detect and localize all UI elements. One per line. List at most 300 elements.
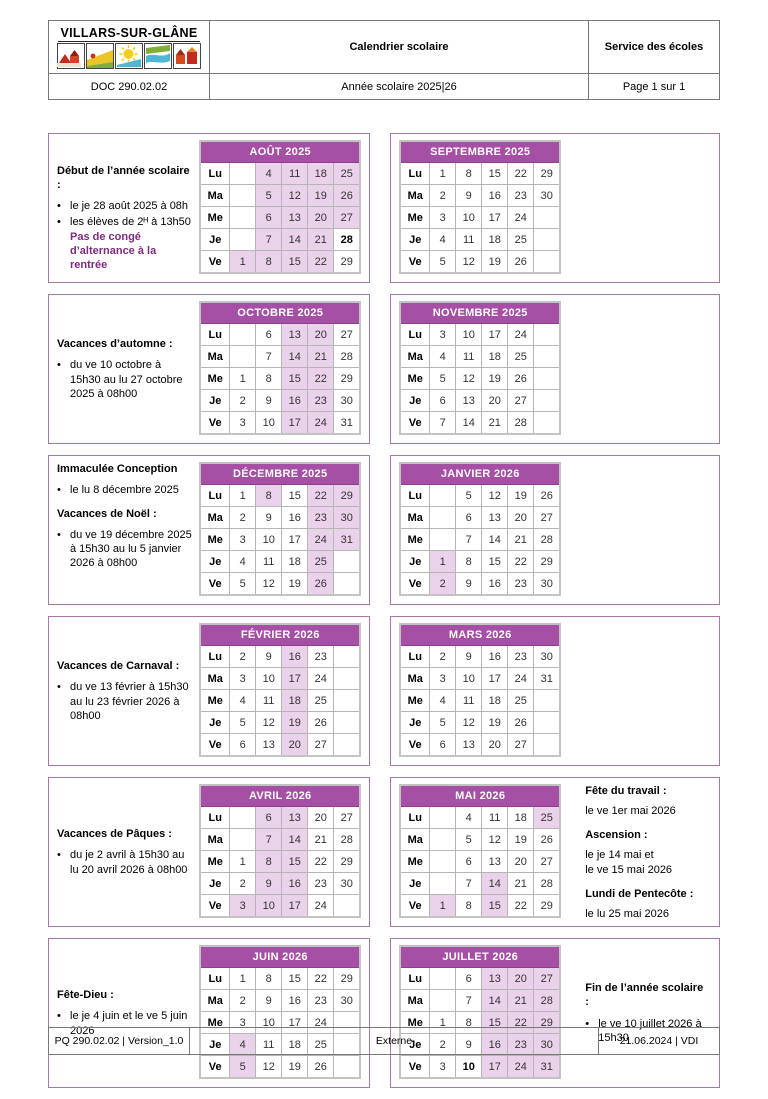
note-warning: Pas de congé d’alternance à la rentrée [70, 231, 157, 272]
month-title: OCTOBRE 2025 [200, 302, 360, 324]
day-cell: 22 [308, 968, 334, 990]
day-cell: 20 [508, 968, 534, 990]
footer-classification: Externe [190, 1028, 599, 1055]
day-label: Ma [200, 507, 230, 529]
month-table [399, 623, 561, 757]
day-cell: 17 [482, 324, 508, 346]
day-cell: 14 [282, 229, 308, 251]
note-text: du je 2 avril à 15h30 au lu 20 avril 2026 à 08h00 [70, 849, 188, 876]
day-cell: 3 [230, 529, 256, 551]
month-title: JUILLET 2026 [400, 946, 560, 968]
day-label: Ma [200, 829, 230, 851]
day-label: Je [200, 229, 230, 251]
day-label: Je [400, 390, 430, 412]
day-cell: 20 [308, 807, 334, 829]
day-cell: 17 [282, 412, 308, 435]
day-cell: 26 [308, 1056, 334, 1079]
empty-cell [430, 968, 456, 990]
notes-mars [585, 623, 711, 759]
day-label: Me [200, 851, 230, 873]
note-text: du ve 19 décembre 2025 à 15h30 au lu 5 janvier 2026 à 08h00 [70, 529, 192, 570]
day-cell: 19 [308, 185, 334, 207]
day-cell: 7 [456, 873, 482, 895]
day-cell: 30 [334, 390, 361, 412]
day-cell: 11 [456, 346, 482, 368]
empty-cell [230, 229, 256, 251]
day-label: Ve [200, 895, 230, 918]
doc-number: DOC 290.02.02 [49, 74, 210, 100]
day-cell: 17 [282, 895, 308, 918]
day-cell: 1 [230, 968, 256, 990]
day-cell: 2 [430, 1034, 456, 1056]
day-cell: 14 [482, 529, 508, 551]
day-cell: 26 [534, 485, 561, 507]
empty-cell [430, 990, 456, 1012]
day-cell: 3 [230, 668, 256, 690]
day-cell: 13 [482, 851, 508, 873]
empty-cell [230, 346, 256, 368]
footer-version: PQ 290.02.02 | Version_1.0 [49, 1028, 190, 1055]
notes-debut-annee [57, 140, 199, 300]
empty-cell [430, 507, 456, 529]
day-cell: 27 [534, 851, 561, 873]
day-cell: 13 [482, 968, 508, 990]
calendar-decembre-2025 [199, 462, 361, 596]
day-cell: 13 [282, 207, 308, 229]
day-cell: 28 [334, 829, 361, 851]
day-cell: 18 [282, 551, 308, 573]
day-cell: 19 [482, 368, 508, 390]
note-heading: Ascension : [585, 829, 648, 842]
day-cell: 17 [282, 668, 308, 690]
day-cell: 21 [308, 346, 334, 368]
empty-cell [430, 529, 456, 551]
day-cell: 10 [256, 1012, 282, 1034]
day-cell: 23 [508, 573, 534, 596]
day-cell: 10 [256, 529, 282, 551]
day-cell: 12 [482, 829, 508, 851]
footer-date: 21.06.2024 | VDI [599, 1028, 720, 1055]
day-cell: 18 [308, 163, 334, 185]
day-cell: 12 [456, 712, 482, 734]
day-label: Me [400, 690, 430, 712]
month-title: SEPTEMBRE 2025 [400, 141, 560, 163]
day-cell: 16 [282, 390, 308, 412]
day-cell: 3 [430, 207, 456, 229]
document-footer [48, 1027, 720, 1055]
day-cell: 30 [534, 646, 561, 668]
empty-cell [534, 712, 561, 734]
block-avril-2026 [48, 777, 370, 927]
day-cell: 19 [282, 1056, 308, 1079]
empty-cell [534, 207, 561, 229]
month-title: FÉVRIER 2026 [200, 624, 360, 646]
day-cell: 17 [482, 1056, 508, 1079]
day-label: Je [200, 551, 230, 573]
day-cell: 25 [534, 807, 561, 829]
day-label: Je [400, 873, 430, 895]
day-cell: 18 [482, 690, 508, 712]
day-cell: 11 [256, 551, 282, 573]
day-cell: 6 [430, 734, 456, 757]
day-label: Ma [400, 668, 430, 690]
day-cell: 20 [282, 734, 308, 757]
month-title: AVRIL 2026 [200, 785, 360, 807]
day-cell: 2 [430, 646, 456, 668]
day-label: Me [200, 529, 230, 551]
day-cell: 5 [430, 712, 456, 734]
day-cell: 23 [308, 990, 334, 1012]
day-cell: 13 [456, 734, 482, 757]
day-cell: 1 [230, 485, 256, 507]
service-label: Service des écoles [589, 21, 720, 74]
day-label: Ve [400, 251, 430, 274]
empty-cell [230, 829, 256, 851]
row-decembre-janvier [48, 455, 720, 605]
day-cell: 17 [282, 529, 308, 551]
logo-text: VILLARS-SUR-GLÂNE [60, 25, 198, 40]
block-juillet-2026 [390, 938, 720, 1088]
day-cell: 29 [334, 485, 361, 507]
day-cell: 22 [308, 368, 334, 390]
day-cell: 5 [456, 485, 482, 507]
day-cell: 26 [308, 712, 334, 734]
day-cell: 25 [508, 229, 534, 251]
day-label: Ma [400, 829, 430, 851]
day-cell: 10 [256, 895, 282, 918]
day-cell: 9 [256, 390, 282, 412]
day-cell: 3 [230, 895, 256, 918]
day-cell: 3 [430, 324, 456, 346]
empty-cell [230, 207, 256, 229]
day-cell: 25 [308, 1034, 334, 1056]
day-cell: 2 [430, 573, 456, 596]
day-cell: 14 [282, 346, 308, 368]
note-line: le je 14 mai et [585, 849, 654, 862]
document-title: Calendrier scolaire [210, 21, 589, 74]
day-label: Ve [400, 412, 430, 435]
day-cell: 28 [534, 529, 561, 551]
note-text: du ve 10 octobre à 15h30 au lu 27 octobre 2025 à 08h00 [70, 359, 183, 400]
day-cell: 4 [256, 163, 282, 185]
day-cell: 23 [508, 1034, 534, 1056]
day-cell: 19 [282, 573, 308, 596]
day-cell: 10 [456, 324, 482, 346]
bullet-icon: • [57, 1010, 61, 1023]
day-label: Lu [400, 807, 430, 829]
empty-cell [534, 734, 561, 757]
day-cell: 16 [282, 873, 308, 895]
day-cell: 24 [508, 324, 534, 346]
day-cell: 20 [308, 324, 334, 346]
calendar-novembre-2025 [399, 301, 573, 435]
day-label: Me [400, 529, 430, 551]
day-cell: 2 [230, 390, 256, 412]
day-cell: 3 [430, 1056, 456, 1079]
note-text: le ve 10 juillet 2026 à 15h30 [598, 1017, 702, 1044]
day-label: Ma [200, 346, 230, 368]
day-label: Me [200, 368, 230, 390]
day-cell: 13 [282, 324, 308, 346]
empty-cell [334, 895, 361, 918]
day-cell: 18 [482, 229, 508, 251]
bullet-icon: • [57, 484, 61, 497]
day-cell: 21 [508, 990, 534, 1012]
day-cell: 22 [308, 851, 334, 873]
day-cell: 5 [230, 712, 256, 734]
day-cell: 14 [482, 873, 508, 895]
logo-art-icon [57, 43, 202, 69]
row-juin-juillet [48, 938, 720, 1088]
day-cell: 10 [456, 207, 482, 229]
empty-cell [334, 734, 361, 757]
day-label: Lu [200, 968, 230, 990]
day-cell: 3 [230, 1012, 256, 1034]
day-cell: 30 [334, 873, 361, 895]
day-cell: 3 [430, 668, 456, 690]
day-cell: 1 [430, 895, 456, 918]
day-cell: 12 [482, 485, 508, 507]
day-cell: 29 [334, 368, 361, 390]
empty-cell [230, 324, 256, 346]
day-cell: 4 [456, 807, 482, 829]
notes-janvier [585, 462, 711, 598]
day-label: Ma [400, 507, 430, 529]
day-cell: 6 [256, 324, 282, 346]
day-cell: 15 [282, 368, 308, 390]
block-decembre-2025 [48, 455, 370, 605]
day-cell: 20 [508, 851, 534, 873]
day-cell: 23 [508, 646, 534, 668]
calendar-aout-2025 [199, 140, 361, 274]
calendar-septembre-2025 [399, 140, 573, 274]
day-cell: 8 [456, 163, 482, 185]
day-cell: 7 [430, 412, 456, 435]
day-cell: 20 [482, 390, 508, 412]
month-table [399, 140, 561, 274]
note-bullet [57, 680, 194, 722]
day-label: Ve [200, 573, 230, 596]
month-title: AOÛT 2025 [200, 141, 360, 163]
day-cell: 4 [230, 1034, 256, 1056]
day-cell: 22 [308, 485, 334, 507]
day-cell: 7 [256, 346, 282, 368]
empty-cell [430, 485, 456, 507]
calendar-avril-2026 [199, 784, 361, 918]
day-cell: 15 [282, 485, 308, 507]
day-cell: 26 [508, 368, 534, 390]
day-label: Ve [200, 1056, 230, 1079]
day-label: Je [200, 1034, 230, 1056]
day-cell: 17 [482, 668, 508, 690]
day-cell: 4 [430, 346, 456, 368]
day-label: Je [400, 551, 430, 573]
day-cell: 25 [508, 346, 534, 368]
month-title: MAI 2026 [400, 785, 560, 807]
month-table [399, 945, 561, 1079]
day-cell: 26 [308, 573, 334, 596]
day-cell: 22 [308, 251, 334, 274]
note-heading: Vacances de Carnaval : [57, 660, 180, 673]
day-cell: 7 [456, 990, 482, 1012]
day-cell: 31 [334, 412, 361, 435]
day-cell: 1 [230, 851, 256, 873]
empty-cell [534, 390, 561, 412]
day-cell: 28 [334, 229, 361, 251]
note-heading: Vacances de Pâques : [57, 828, 172, 841]
day-cell: 29 [534, 163, 561, 185]
day-cell: 16 [282, 990, 308, 1012]
day-cell: 2 [230, 990, 256, 1012]
note-bullet [57, 199, 194, 213]
day-cell: 24 [308, 529, 334, 551]
day-cell: 31 [534, 668, 561, 690]
day-cell: 23 [308, 646, 334, 668]
day-label: Lu [200, 807, 230, 829]
block-octobre-2025 [48, 294, 370, 444]
day-cell: 9 [456, 573, 482, 596]
day-cell: 28 [534, 990, 561, 1012]
empty-cell [534, 412, 561, 435]
note-text: le je 4 juin et le ve 5 juin 2026 [70, 1010, 188, 1037]
bullet-icon: • [57, 359, 61, 372]
block-septembre-2025 [390, 133, 720, 283]
calendar-fevrier-2026 [199, 623, 361, 757]
month-table [399, 462, 561, 596]
day-label: Lu [200, 324, 230, 346]
day-cell: 12 [456, 368, 482, 390]
row-aout-septembre [48, 133, 720, 283]
day-cell: 29 [334, 851, 361, 873]
day-cell: 11 [456, 690, 482, 712]
note-heading: Fin de l’année scolaire : [585, 982, 704, 1009]
document-header [48, 20, 720, 100]
empty-cell [534, 251, 561, 274]
day-cell: 1 [430, 163, 456, 185]
empty-cell [334, 712, 361, 734]
day-cell: 28 [508, 412, 534, 435]
day-cell: 12 [282, 185, 308, 207]
day-cell: 1 [230, 251, 256, 274]
day-cell: 10 [456, 1056, 482, 1079]
empty-cell [534, 229, 561, 251]
day-label: Lu [400, 163, 430, 185]
day-cell: 9 [456, 646, 482, 668]
note-bullet [57, 848, 194, 876]
day-cell: 9 [456, 1034, 482, 1056]
day-cell: 8 [256, 368, 282, 390]
day-cell: 6 [256, 807, 282, 829]
note-line: le lu 25 mai 2026 [585, 908, 669, 921]
day-label: Je [200, 873, 230, 895]
day-label: Je [200, 712, 230, 734]
block-fevrier-2026 [48, 616, 370, 766]
bullet-icon: • [57, 216, 61, 229]
day-cell: 12 [256, 712, 282, 734]
day-cell: 18 [282, 1034, 308, 1056]
day-cell: 23 [308, 390, 334, 412]
day-cell: 1 [430, 551, 456, 573]
day-cell: 8 [256, 851, 282, 873]
day-label: Ve [200, 734, 230, 757]
month-title: JUIN 2026 [200, 946, 360, 968]
day-label: Me [200, 690, 230, 712]
note-text: du ve 13 février à 15h30 au lu 23 février 2026 à 08h00 [70, 681, 189, 722]
empty-cell [334, 690, 361, 712]
day-cell: 8 [456, 895, 482, 918]
day-label: Ve [200, 251, 230, 274]
day-cell: 24 [308, 1012, 334, 1034]
empty-cell [230, 807, 256, 829]
day-cell: 9 [256, 990, 282, 1012]
calendar-grid [48, 133, 720, 1088]
day-cell: 16 [282, 646, 308, 668]
day-cell: 2 [230, 646, 256, 668]
day-cell: 18 [282, 690, 308, 712]
bullet-icon: • [57, 529, 61, 542]
day-label: Ma [400, 185, 430, 207]
note-line: le ve 15 mai 2026 [585, 864, 673, 877]
day-cell: 23 [508, 185, 534, 207]
day-label: Me [200, 1012, 230, 1034]
day-cell: 12 [256, 1056, 282, 1079]
block-mai-2026 [390, 777, 720, 927]
day-label: Ma [400, 990, 430, 1012]
day-cell: 10 [456, 668, 482, 690]
day-cell: 5 [230, 573, 256, 596]
notes-septembre [585, 140, 711, 276]
note-bullet [57, 215, 194, 229]
day-cell: 24 [508, 668, 534, 690]
month-table [199, 945, 361, 1079]
day-cell: 26 [508, 251, 534, 274]
day-label: Me [400, 1012, 430, 1034]
logo-villars-sur-glane [49, 24, 209, 71]
day-cell: 1 [430, 1012, 456, 1034]
day-cell: 17 [282, 1012, 308, 1034]
day-cell: 27 [334, 207, 361, 229]
block-novembre-2025 [390, 294, 720, 444]
day-cell: 12 [456, 251, 482, 274]
day-cell: 13 [482, 507, 508, 529]
note-text: le lu 8 décembre 2025 [70, 484, 179, 497]
day-cell: 24 [308, 668, 334, 690]
day-cell: 15 [282, 968, 308, 990]
day-cell: 20 [482, 734, 508, 757]
notes-fete-dieu [57, 945, 199, 1081]
note-heading: Fête du travail : [585, 785, 667, 797]
day-cell: 6 [456, 968, 482, 990]
bullet-icon: • [57, 200, 61, 213]
day-cell: 29 [534, 551, 561, 573]
day-cell: 20 [508, 507, 534, 529]
day-cell: 5 [230, 1056, 256, 1079]
day-cell: 8 [256, 968, 282, 990]
day-cell: 21 [308, 829, 334, 851]
note-line: le ve 1er mai 2026 [585, 805, 676, 818]
day-cell: 14 [456, 412, 482, 435]
day-cell: 29 [534, 1012, 561, 1034]
day-cell: 15 [482, 163, 508, 185]
day-label: Lu [200, 485, 230, 507]
empty-cell [430, 829, 456, 851]
day-cell: 9 [456, 185, 482, 207]
empty-cell [534, 368, 561, 390]
bullet-icon: • [585, 1017, 590, 1030]
empty-cell [334, 573, 361, 596]
day-label: Je [200, 390, 230, 412]
month-table [199, 784, 361, 918]
